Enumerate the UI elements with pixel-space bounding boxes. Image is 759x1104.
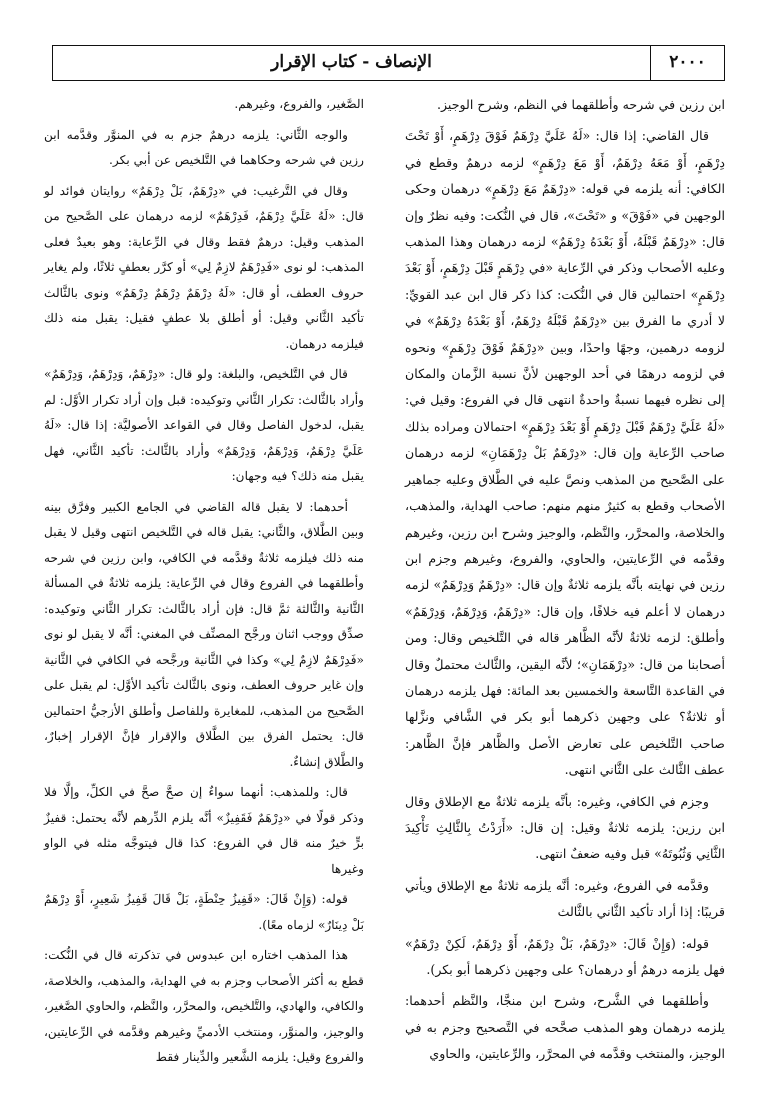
paragraph: والوجه الثَّاني: يلزمه درهمٌ جزم به في المنوَّر وقدَّمه ابن رزين في شرحه وحكاهما في التَّلخيص عن أبي بكر. xyxy=(44,127,364,167)
paragraph: الصَّغير، والفروع، وغيرهم. xyxy=(234,97,364,111)
page-header xyxy=(52,45,725,81)
paragraph: قال في التَّلخيص، والبلغة: ولو قال: «دِرْهَمٌ، وَدِرْهَمٌ، وَدِرْهَمٌ» وأراد بالثَّالث: تكرار الثَّاني وتوكيده: قبل وإن أراد تكرار الأوَّل: لم يقبل، لدخول الفاصل وقال في القواعد الأصوليَّة: إذا قال: «لَهُ عَلَيَّ دِرْهَمٌ، وَدِرْهَمٌ، وَدِرْهَمٌ» وأراد بالثَّالث: تأكيد الثَّاني، فهل يقبل منه ذلك؟ فيه وجهان: xyxy=(44,367,364,483)
paragraph: قوله: (وَإِنْ قَالَ: «قَفِيزُ حِنْطَةٍ، بَلْ قَالَ قَفِيزُ شَعِيرٍ، أَوْ دِرْهَمٌ بَلْ دِينَارٌ» لزماه معًا). xyxy=(44,892,364,932)
paragraph: ابن رزين في شرحه وأطلقهما في النظم، وشرح الوجيز. xyxy=(436,97,725,112)
paragraph: قال: وللمذهب: أنهما سواءٌ إن صحَّ صحَّ في الكلِّ، وإلَّا فلا وذكر قولًا في «دِرْهَمٌ فَقَفِيزٌ» أنَّه يلزم الدِّرهم لأنَّه يحتمل: قفيزٌ برٍّ خيرٌ منه قال في الفروع: كذا قال فيتوجَّه مثله في الواو وغيرها xyxy=(44,785,364,876)
paragraph: هذا المذهب اختاره ابن عبدوس في تذكرته قال في النُّكت: قطع به أكثر الأصحاب وجزم به في الهداية، والمذهب، والخلاصة، والكافي، والهادي، والتَّلخيص، والمحرَّر، والنَّظم، والحاوي الصَّغير، والوجيز، والمنوَّر، ومنتخب الأدميِّ وغيرهم وقدَّمه في الرِّعايتين، والفروع وقيل: يلزمه الشَّعير والدِّينار فقط xyxy=(44,948,364,1064)
page-number: ٢٠٠٠ xyxy=(650,46,724,80)
right-column xyxy=(405,92,725,1073)
paragraph: وجزم في الكافي، وغيره: بأنَّه يلزمه ثلاثةٌ مع الإطلاق وقال ابن رزين: يلزمه ثلاثةٌ وقيل: إن قال: «أَرَدْتُ بِالثَّالِثِ تَأْكِيدَ الثَّانِي وَثُبُوتَهُ» قبل وفيه ضعفٌ انتهى. xyxy=(405,793,725,862)
paragraph: وقدَّمه في الفروع، وغيره: أنَّه يلزمه ثلاثةٌ مع الإطلاق ويأتي قريبًا: إذا أراد تأكيد الثَّاني بالثَّالث xyxy=(405,877,725,920)
paragraph: وأطلقهما في الشَّرح، وشرح ابن منجَّا، والنَّظم أحدهما: يلزمه درهمان وهو المذهب صحَّحه في التَّصحيح وجزم به في الوجيز، والمنتخب وقدَّمه في المحرَّر، والرِّعايتين، والحاوي xyxy=(405,993,725,1062)
paragraph: قال القاضي: إذا قال: «لَهُ عَلَيَّ دِرْهَمٌ فَوْقَ دِرْهَمٍ، أَوْ تَحْتَ دِرْهَمٍ، أَوْ مَعَهُ دِرْهَمٌ، أَوْ مَعَ دِرْهَمٍ» لزمه درهمٌ وقطع في الكافي: أنه يلزمه في قوله: «دِرْهَمٌ مَعَ دِرْهَمٍ» درهمان وحكى الوجهين في «فَوْقَ» و «تَحْتَ»، قال في النُّكت: وفيه نظرٌ وإن قال: «دِرْهَمٌ قَبْلَهُ، أَوْ بَعْدَهُ دِرْهَمٌ» لزمه درهمان وهذا المذهب وعليه الأصحاب وذكر في الرِّعاية «في دِرْهَمٍ قَبْلَ دِرْهَمٍ، أَوْ بَعْدَ دِرْهَمٍ» احتمالين قال في النُّكت: كذا ذكر قال ابن عبد القويِّ: لا أدري ما الفرق بين «دِرْهَمٌ قَبْلَهُ دِرْهَمٌ، أَوْ بَعْدَهُ دِرْهَمٌ» في لزومه درهمين، وجهًا واحدًا، وبين «دِرْهَمٌ فَوْقَ دِرْهَمٍ» ونحوه في لزومه درهمًا في أحد الوجهين لأنَّ نسبة الزَّمان والمكان إلى نظره فيهما نسبةٌ واحدةٌ انتهى قال في الفروع: وقيل في: «لَهُ عَلَيَّ دِرْهَمٌ قَبْلَ دِرْهَمٍ أَوْ بَعْدَ دِرْهَمٍ» احتمالان ومراده بذلك صاحب الرِّعاية وإن قال: «دِرْهَمٌ بَلْ دِرْهَمَانِ» لزمه درهمان على الصَّحيح من المذهب ونصَّ عليه في الطَّلاق وعليه جماهير الأصحاب وقطع به كثيرٌ منهم منهم: صاحب الهداية، والمذهب، والخلاصة، والمحرَّر، والنَّظم، والوجيز وشرح ابن رزين، وغيرهم وقدَّمه في الرِّعايتين، والحاوي، والفروع، وغيرهم وجزم ابن رزين في نهايته بأنَّه يلزمه ثلاثةٌ وإن قال: «دِرْهَمٌ وَدِرْهَمٌ» لزمه درهمان لا أعلم فيه خلافًا، وإن قال: «دِرْهَمٌ، وَدِرْهَمٌ، وَدِرْهَمٌ» وأطلق: لزمه ثلاثةٌ لأنَّه الظَّاهر قاله في التَّلخيص وقال: ومن أصحابنا من قال: «دِرْهَمَانِ»؛ لأنَّه اليقين، والثَّالث محتملٌ وقال في القاعدة التَّاسعة والخمسين بعد المائة: فهل يلزمه درهمان أو ثلاثةٌ؟ على وجهين ذكرهما أبو بكر في الشَّافي ونزَّلها صاحب التَّلخيص على تعارض الأصل والظَّاهر فإنَّ الظَّاهر: عطف الثَّالث على الثَّاني انتهى. xyxy=(405,128,725,778)
paragraph: أحدهما: لا يقبل قاله القاضي في الجامع الكبير وفرَّق بينه وبين الطَّلاق، والثَّاني: يقبل قاله في التَّلخيص انتهى وقيل لا يقبل منه ذلك فيلزمه ثلاثةٌ وقدَّمه في الكافي، وابن رزين في شرحه وأطلقهما في الفروع وقال في الرِّعاية: يلزمه ثلاثةٌ في المسألة الثَّانية والثَّالثة ثمَّ قال: فإن أراد بالثَّالث: تكرار الثَّاني وتوكيده: صدِّق ووجب اثنان ورجَّح المصنِّف في المغني: أنَّه لا يقبل لو نوى «فَدِرْهَمٌ لازِمٌ لِي» وكذا في الثَّانية ورجَّحه في الكافي في الثَّانية وإن غاير حروف العطف، ونوى بالثَّالث تأكيد الأوَّل: لم يقبل على الصَّحيح من المذهب، للمغايرة وللفاصل وأطلق الأزجيُّ احتمالين قال: يحتمل الفرق بين الطَّلاق والإقرار فإنَّ الإقرار إخبارٌ، والطَّلاق إنشاءٌ. xyxy=(44,499,364,769)
left-column xyxy=(44,92,364,1076)
running-title: الإنصاف - كتاب الإقرار xyxy=(271,52,432,72)
paragraph: وقال في التَّرغيب: في «دِرْهَمٌ، بَلْ دِرْهَمٌ» روايتان فوائد لو قال: «لَهُ عَلَيَّ دِرْهَمٌ، فَدِرْهَمٌ» لزمه درهمان على الصَّحيح من المذهب وقيل: درهمٌ فقط وقال في الرِّعاية: وهو بعيدٌ فعلى المذهب: لو نوى «فَدِرْهَمٌ لازِمٌ لِي» أو كرَّر بعطفٍ ثلاثًا، ولم يغاير حروف العطف، أو قال: «لَهُ دِرْهَمٌ دِرْهَمٌ دِرْهَمٌ» ونوى بالثَّالث تأكيد الثَّاني وقيل: أو أطلق بلا عطفٍ فقيل: يقبل منه ذلك فيلزمه درهمان. xyxy=(44,183,364,351)
paragraph: قوله: (وَإِنْ قَالَ: «دِرْهَمٌ، بَلْ دِرْهَمٌ، أَوْ دِرْهَمٌ، لَكِنْ دِرْهَمٌ» فهل يلزمه درهمٌ أو درهمان؟ على وجهين ذكرهما أبو بكر). xyxy=(405,935,725,977)
